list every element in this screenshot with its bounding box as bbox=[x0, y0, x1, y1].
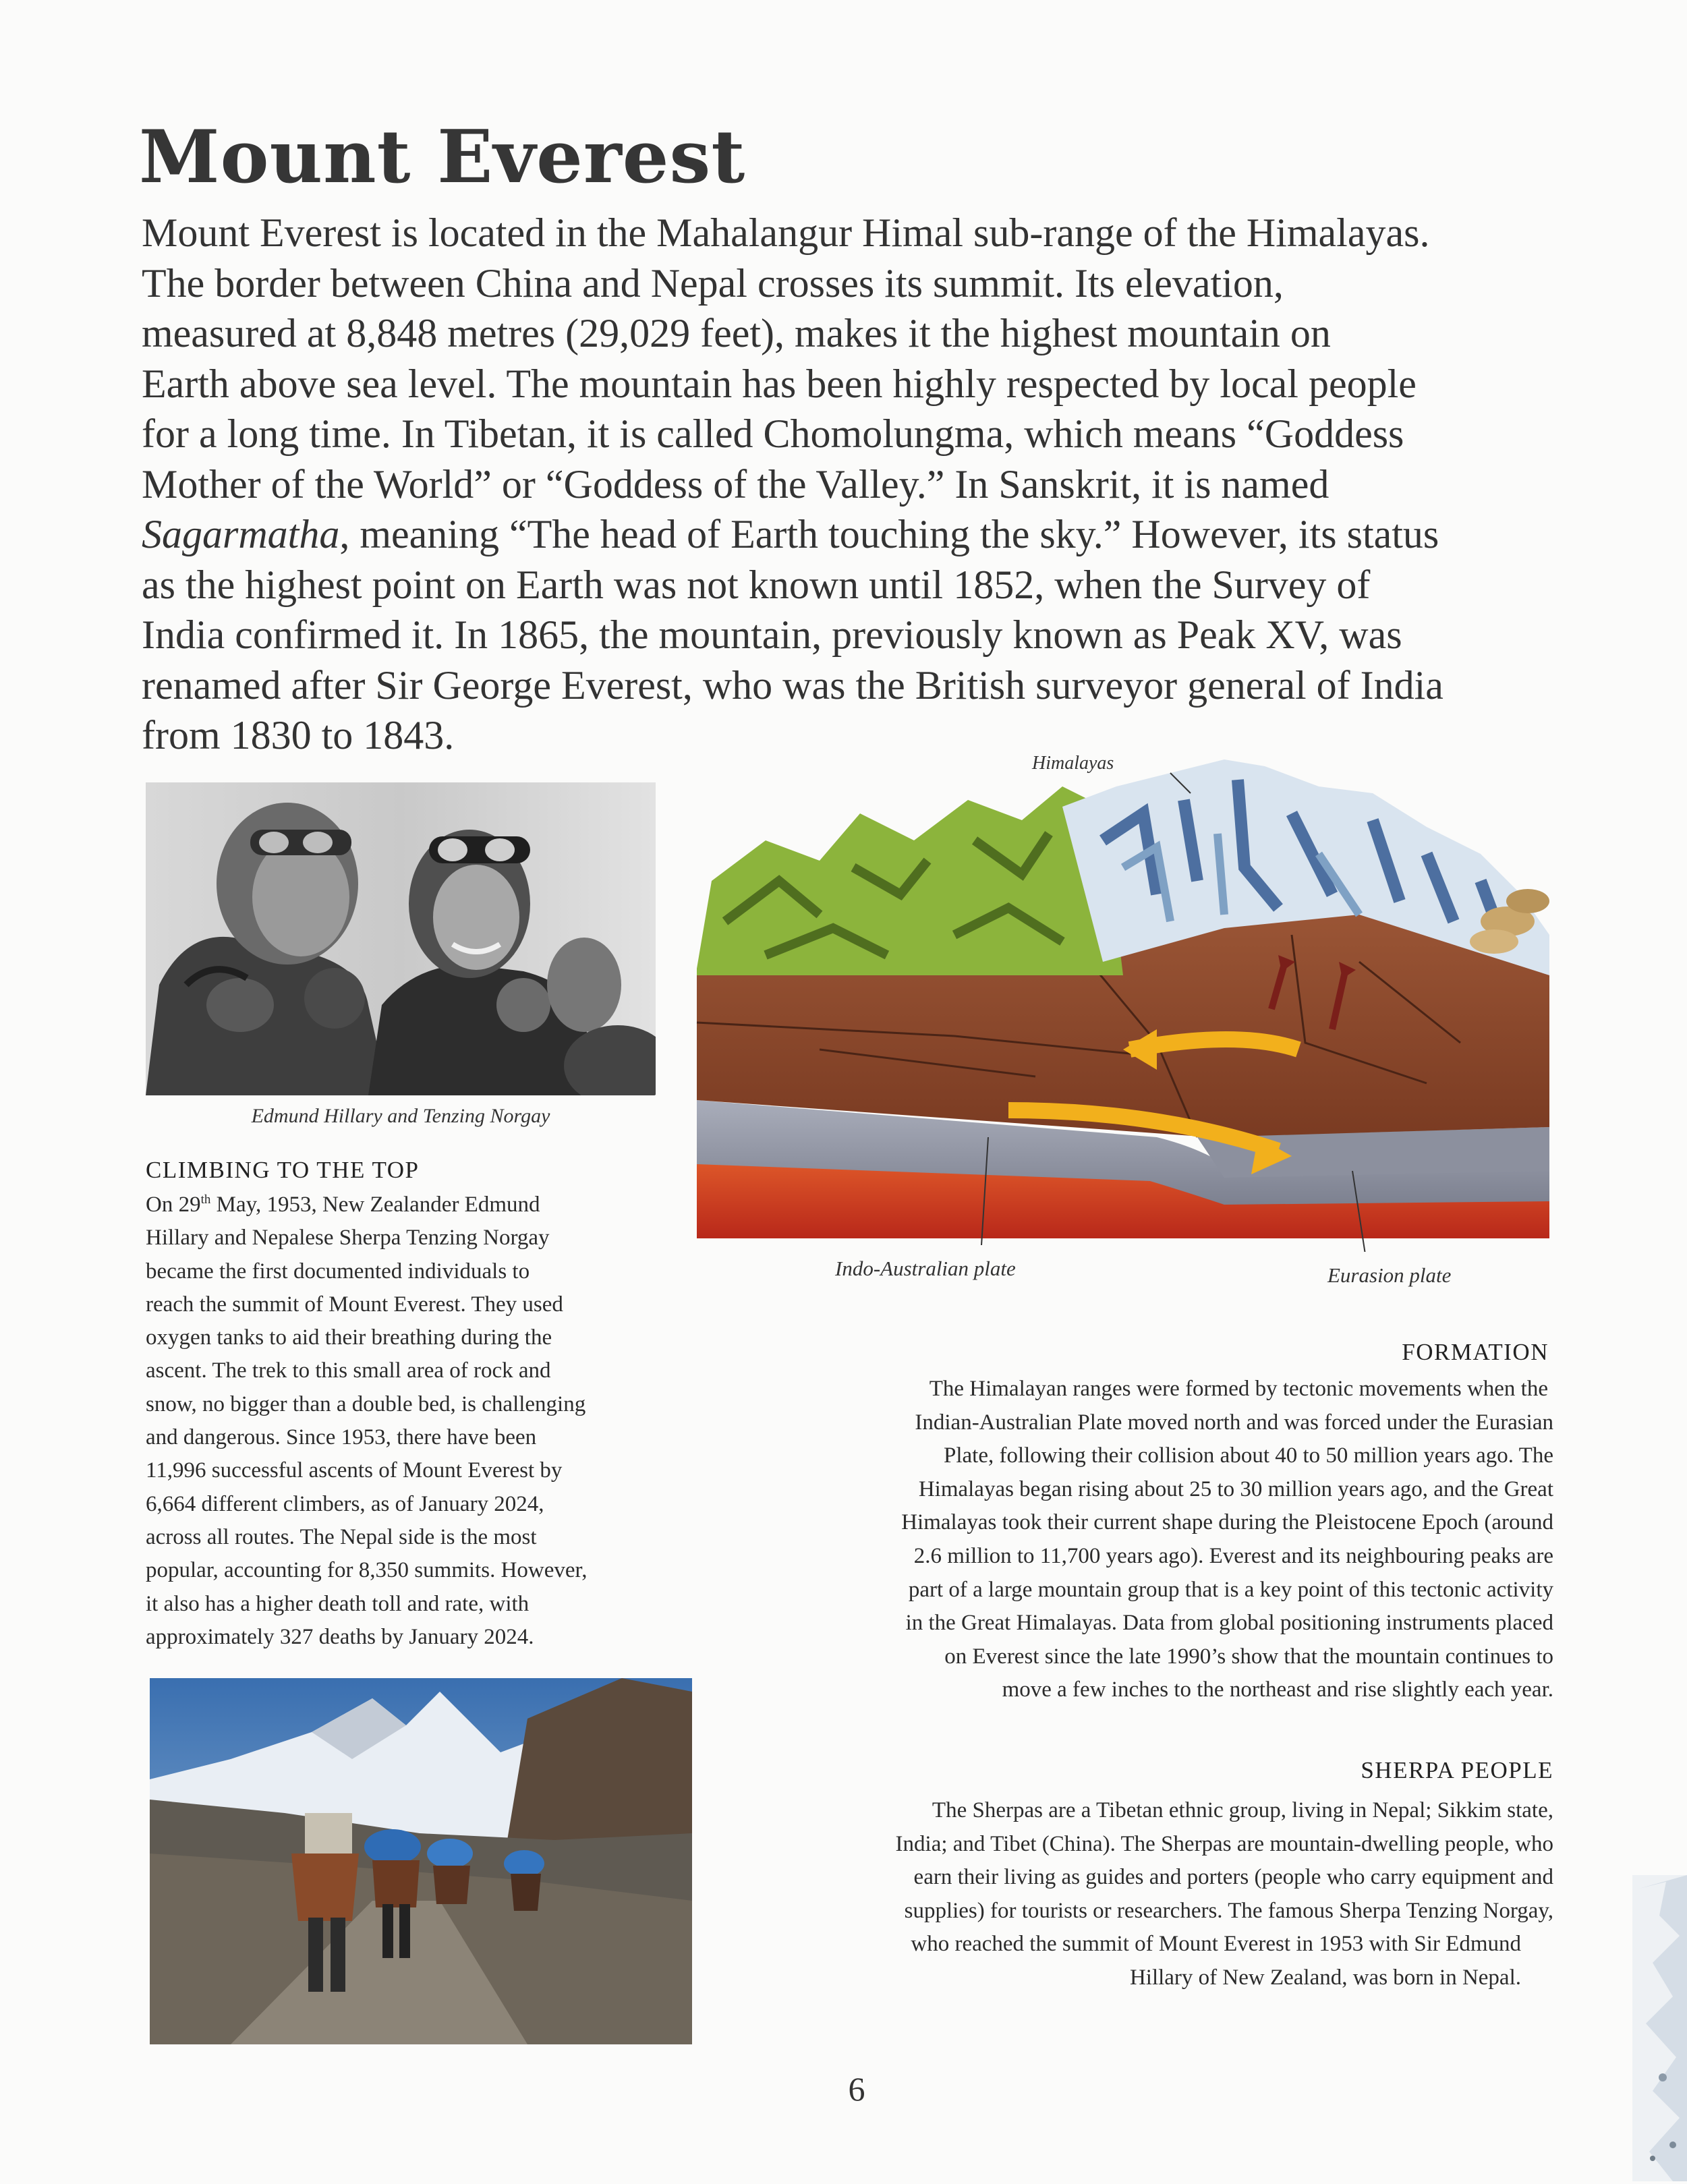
intro-line: Earth above sea level. The mountain has been highly respected by local people bbox=[142, 361, 1417, 406]
hillary-norgay-photo bbox=[146, 782, 656, 1095]
climbing-line: and dangerous. Since 1953, there have been bbox=[146, 1425, 537, 1450]
tectonic-diagram bbox=[685, 759, 1562, 1252]
intro-line: The border between China and Nepal crosses its summit. Its elevation, bbox=[142, 260, 1284, 306]
climbing-line: ascent. The trek to this small area of rock and bbox=[146, 1358, 551, 1383]
sherpa-line: Hillary of New Zealand, was born in Nepal. bbox=[1129, 1965, 1521, 1990]
formation-paragraph bbox=[677, 1373, 1553, 1707]
intro-line: from 1830 to 1843. bbox=[142, 713, 455, 757]
climbing-line-post: May, 1953, New Zealander Edmund bbox=[210, 1192, 540, 1217]
sherpa-line: who reached the summit of Mount Everest in 1953 with Sir Edmund bbox=[911, 1932, 1521, 1957]
paper-edge-texture bbox=[1551, 1875, 1687, 2181]
climbing-line: 6,664 different climbers, as of January 2024, bbox=[146, 1491, 544, 1516]
sherpa-line: The Sherpas are a Tibetan ethnic group, living in Nepal; Sikkim state, bbox=[932, 1798, 1553, 1822]
climbing-line: across all routes. The Nepal side is the most bbox=[146, 1524, 537, 1549]
formation-line: part of a large mountain group that is a key point of this tectonic activity bbox=[908, 1577, 1553, 1602]
climbing-line-pre: On 29 bbox=[146, 1192, 201, 1217]
sherpa-paragraph bbox=[677, 1794, 1553, 1995]
climbing-line: snow, no bigger than a double bed, is challenging bbox=[146, 1391, 586, 1416]
climbing-line: approximately 327 deaths by January 2024. bbox=[146, 1624, 534, 1649]
porters-trail-photo bbox=[150, 1678, 692, 2044]
climbing-line: it also has a higher death toll and rate, with bbox=[146, 1591, 530, 1616]
sherpa-line: supplies) for tourists or researchers. The famous Sherpa Tenzing Norgay, bbox=[904, 1898, 1553, 1923]
formation-line: 2.6 million to 11,700 years ago). Everest and its neighbouring peaks are bbox=[913, 1543, 1553, 1568]
climbing-line: oxygen tanks to aid their breathing during the bbox=[146, 1325, 552, 1350]
sherpa-line: India; and Tibet (China). The Sherpas are mountain-dwelling people, who bbox=[895, 1831, 1553, 1856]
formation-line: in the Great Himalayas. Data from global positioning instruments placed bbox=[905, 1611, 1553, 1636]
page-number: 6 bbox=[848, 2070, 865, 2108]
formation-line: The Himalayan ranges were formed by tectonic movements when the bbox=[929, 1377, 1548, 1401]
photo-caption: Edmund Hillary and Tenzing Norgay bbox=[251, 1105, 550, 1127]
intro-line: Sagarmatha, meaning “The head of Earth touching the sky.” However, its status bbox=[142, 512, 1439, 556]
formation-line: move a few inches to the northeast and rise slightly each year. bbox=[1002, 1677, 1553, 1702]
intro-line: as the highest point on Earth was not known until 1852, when the Survey of bbox=[142, 562, 1371, 607]
indo-australian-plate-label: Indo-Australian plate bbox=[835, 1257, 1016, 1280]
sherpa-line: earn their living as guides and porters (people who carry equipment and bbox=[913, 1865, 1553, 1890]
climbing-line: popular, accounting for 8,350 summits. However, bbox=[146, 1558, 588, 1583]
climbing-line: 11,996 successful ascents of Mount Everest by bbox=[146, 1458, 563, 1483]
formation-line: Plate, following their collision about 40 to 50 million years ago. The bbox=[943, 1443, 1553, 1468]
climbing-line: reach the summit of Mount Everest. They used bbox=[146, 1292, 563, 1317]
intro-line: India confirmed it. In 1865, the mountain, previously known as Peak XV, was bbox=[142, 612, 1402, 657]
formation-line: Himalayas took their current shape during the Pleistocene Epoch (around bbox=[901, 1510, 1553, 1535]
intro-line: Mother of the World” or “Goddess of the Valley.” In Sanskrit, it is named bbox=[142, 461, 1329, 507]
intro-line: for a long time. In Tibetan, it is called Chomolungma, which means “Goddess bbox=[142, 411, 1404, 456]
sagarmatha-term: Sagarmatha bbox=[142, 512, 340, 556]
eurasian-plate-label: Eurasion plate bbox=[1327, 1263, 1452, 1287]
intro-line: Mount Everest is located in the Mahalangur Himal sub-range of the Himalayas. bbox=[142, 210, 1430, 255]
himalayas-label: Himalayas bbox=[1032, 753, 1114, 774]
formation-heading: FORMATION bbox=[1402, 1339, 1549, 1365]
climbing-line: became the first documented individuals to bbox=[146, 1259, 530, 1284]
climbing-line bbox=[146, 1188, 706, 1222]
climbing-paragraph bbox=[146, 1188, 706, 1654]
intro-line: renamed after Sir George Everest, who was the British surveyor general of India bbox=[142, 662, 1443, 708]
intro-line: measured at 8,848 metres (29,029 feet), makes it the highest mountain on bbox=[142, 311, 1331, 355]
ordinal-suffix: th bbox=[200, 1192, 211, 1207]
sherpa-heading: SHERPA PEOPLE bbox=[1361, 1757, 1553, 1783]
formation-line: Indian-Australian Plate moved north and was forced under the Eurasian bbox=[915, 1410, 1553, 1435]
climbing-line: Hillary and Nepalese Sherpa Tenzing Norgay bbox=[146, 1226, 550, 1251]
intro-paragraph bbox=[142, 208, 1558, 761]
page-title: Mount Everest bbox=[139, 115, 746, 200]
climbing-heading: CLIMBING TO THE TOP bbox=[146, 1157, 420, 1183]
formation-line: Himalayas began rising about 25 to 30 million years ago, and the Great bbox=[918, 1476, 1553, 1501]
formation-line: on Everest since the late 1990’s show that the mountain continues to bbox=[944, 1644, 1553, 1669]
